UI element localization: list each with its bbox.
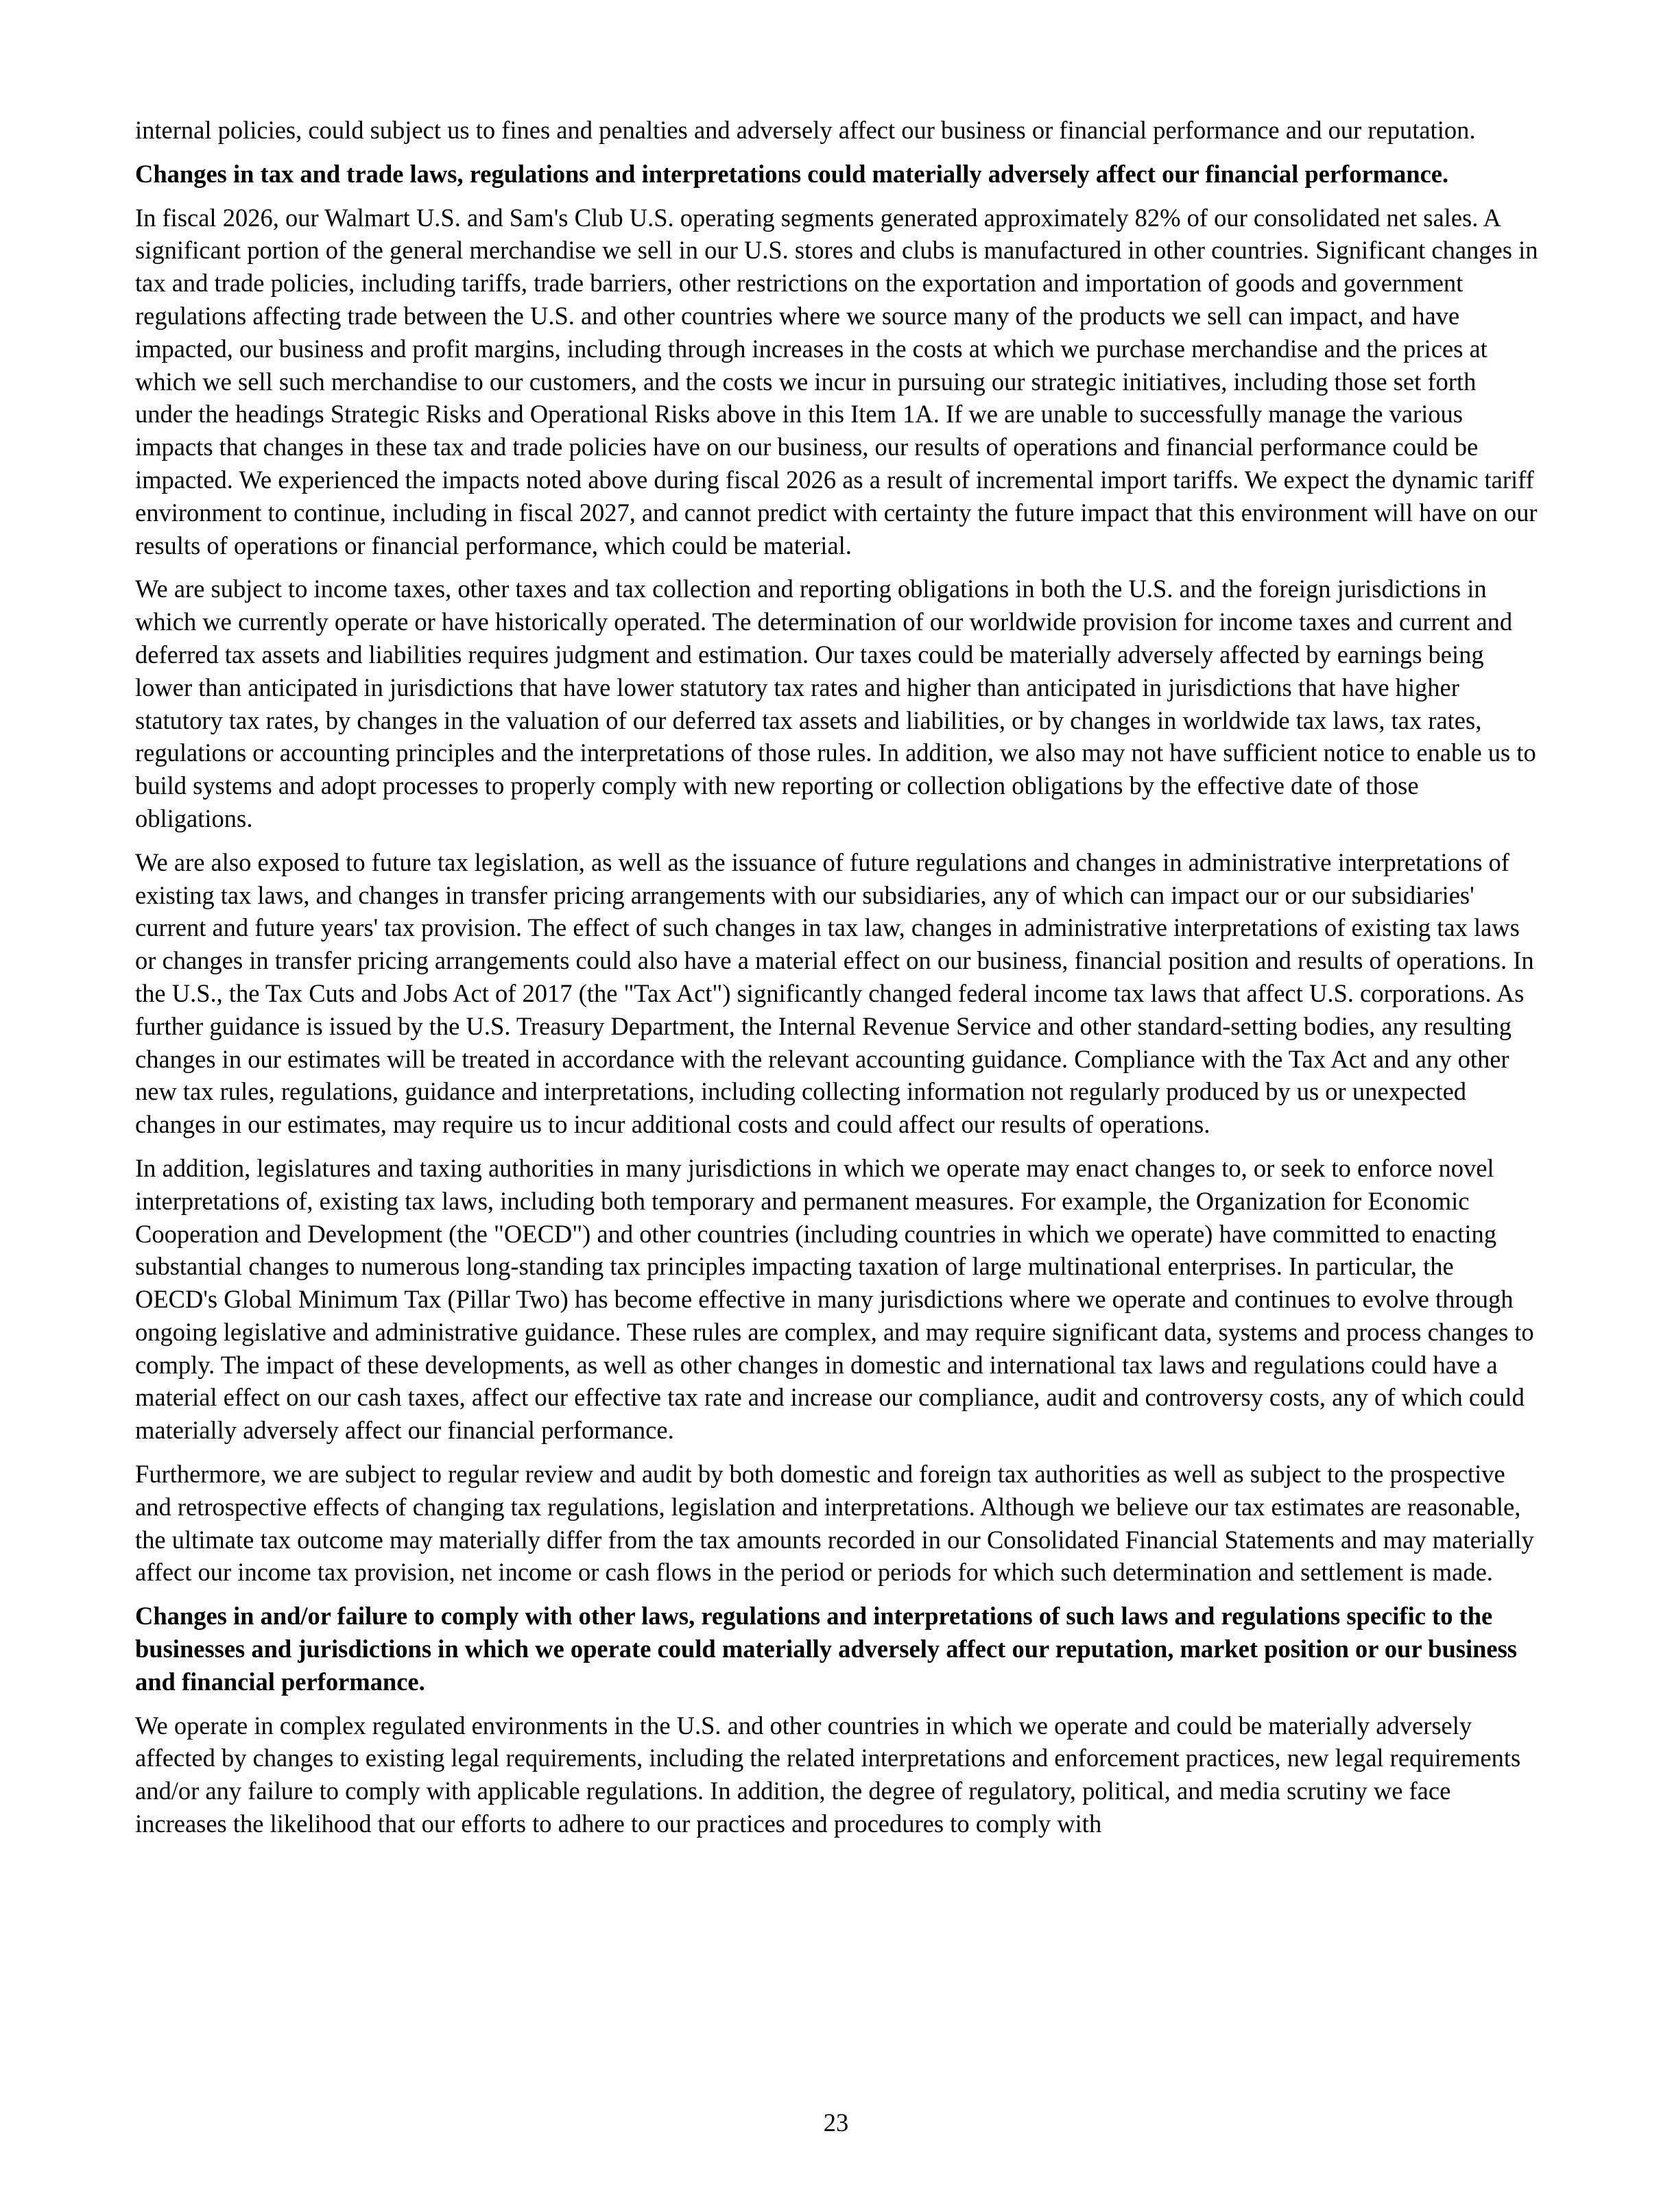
page-number: 23 — [823, 2108, 849, 2137]
document-body — [135, 114, 1538, 1851]
paragraph-future-tax-legislation: We are also exposed to future tax legislation, as well as the issuance of future regulations and changes in administrative interpretations of existing tax laws, and changes in transfer pricing arrangements with our subsidiaries, any of which can impact our or our subsidiaries' current and future years' tax provision. The effect of such changes in tax law, changes in administrative interpretations of existing tax laws or changes in transfer pricing arrangements could also have a material effect on our business, financial position and results of operations. In the U.S., the Tax Cuts and Jobs Act of 2017 (the "Tax Act") significantly changed federal income tax laws that affect U.S. corporations. As further guidance is issued by the U.S. Treasury Department, the Internal Revenue Service and other standard-setting bodies, any resulting changes in our estimates will be treated in accordance with the relevant accounting guidance. Compliance with the Tax Act and any other new tax rules, regulations, guidance and interpretations, including collecting information not regularly produced by us or unexpected changes in our estimates, may require us to incur additional costs and could affect our results of operations. — [135, 847, 1534, 1139]
paragraph-continuation: internal policies, could subject us to fines and penalties and adversely affect our business or financial performance and our reputation. — [135, 116, 1476, 144]
paragraph-regulated-environments: We operate in complex regulated environments in the U.S. and other countries in which we operate and could be materially adversely affected by changes to existing legal requirements, including the related interpretations and enforcement practices, new legal requirements and/or any failure to comply with applicable regulations. In addition, the degree of regulatory, political, and media scrutiny we face increases the likelihood that our efforts to adhere to our practices and procedures to comply with — [135, 1711, 1521, 1838]
heading-tax-trade-laws: Changes in tax and trade laws, regulations and interpretations could materially adversely affect our financial performance. — [135, 159, 1449, 188]
paragraph-tax-audit: Furthermore, we are subject to regular review and audit by both domestic and foreign tax authorities as well as subject to the prospective and retrospective effects of changing tax regulations, legislation and interpretations. Although we believe our tax estimates are reasonable, the ultimate tax outcome may materially differ from the tax amounts recorded in our Consolidated Financial Statements and may materially affect our income tax provision, net income or cash flows in the period or periods for which such determination and settlement is made. — [135, 1460, 1534, 1587]
paragraph-tariffs: In fiscal 2026, our Walmart U.S. and Sam's Club U.S. operating segments generated approximately 82% of our consolidated net sales. A significant portion of the general merchandise we sell in our U.S. stores and clubs is manufactured in other countries. Significant changes in tax and trade policies, including tariffs, trade barriers, other restrictions on the exportation and importation of goods and government regulations affecting trade between the U.S. and other countries where we source many of the products we sell can impact, and have impacted, our business and profit margins, including through increases in the costs at which we purchase merchandise and the prices at which we sell such merchandise to our customers, and the costs we incur in pursuing our strategic initiatives, including those set forth under the headings Strategic Risks and Operational Risks above in this Item 1A. If we are unable to successfully manage the various impacts that changes in these tax and trade policies have on our business, our results of operations and financial performance could be impacted. We experienced the impacts noted above during fiscal 2026 as a result of incremental import tariffs. We expect the dynamic tariff environment to continue, including in fiscal 2027, and cannot predict with certainty the future impact that this environment will have on our results of operations or financial performance, which could be material. — [135, 203, 1538, 560]
paragraph-oecd: In addition, legislatures and taxing authorities in many jurisdictions in which we operate may enact changes to, or seek to enforce novel interpretations of, existing tax laws, including both temporary and permanent measures. For example, the Organization for Economic Cooperation and Development (the "OECD") and other countries (including countries in which we operate) have committed to enacting substantial changes to numerous long-standing tax principles impacting taxation of large multinational enterprises. In particular, the OECD's Global Minimum Tax (Pillar Two) has become effective in many jurisdictions where we operate and continues to evolve through ongoing legislative and administrative guidance. These rules are complex, and may require significant data, systems and process changes to comply. The impact of these developments, as well as other changes in domestic and international tax laws and regulations could have a material effect on our cash taxes, affect our effective tax rate and increase our compliance, audit and controversy costs, any of which could materially adversely affect our financial performance. — [135, 1153, 1534, 1445]
paragraph-income-taxes: We are subject to income taxes, other taxes and tax collection and reporting obligations in both the U.S. and the foreign jurisdictions in which we currently operate or have historically operated. The determination of our worldwide provision for income taxes and current and deferred tax assets and liabilities requires judgment and estimation. Our taxes could be materially adversely affected by earnings being lower than anticipated in jurisdictions that have lower statutory tax rates and higher than anticipated in jurisdictions that have higher statutory tax rates, by changes in the valuation of our deferred tax assets and liabilities, or by changes in worldwide tax laws, tax rates, regulations or accounting principles and the interpretations of those rules. In addition, we also may not have sufficient notice to enable us to build systems and adopt processes to properly comply with new reporting or collection obligations by the effective date of those obligations. — [135, 575, 1536, 832]
heading-other-laws: Changes in and/or failure to comply with other laws, regulations and interpretations of such laws and regulations specific to the businesses and jurisdictions in which we operate could materially adversely affect our reputation, market position or our business and financial performance. — [135, 1602, 1518, 1696]
